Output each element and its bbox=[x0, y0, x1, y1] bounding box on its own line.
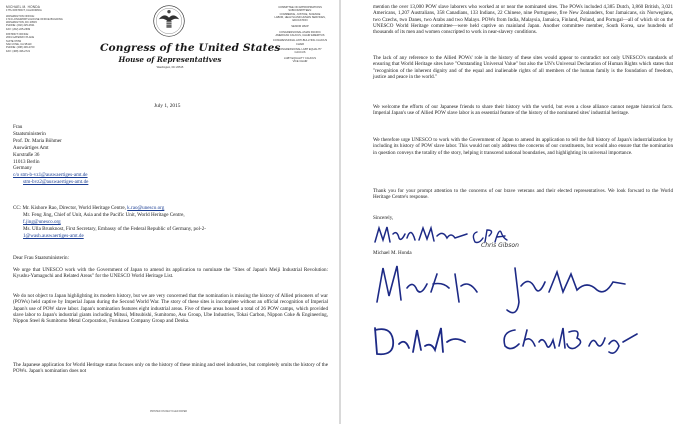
recipient-line: Germany bbox=[13, 165, 32, 172]
letterhead-left-line: MICHAEL M. HONDA bbox=[6, 5, 41, 9]
body-paragraph: mention the over 13,000 POW slave laborers who worked at or near the nominated sites. The POWs included 4,385 Dutch, 3,860 British, 3,021 Americans, 1,207 Australians, 358 Canadians, 133 Indians, 22 Chinese, nine Portuguese, five New Zealanders, four Jamaicans, six Norwegians, two Czechs, two Danes, two Arabs and two Malays. POWs from India, Malaysia, Jamaica, Finland, Poland, and Portugal—all of which sit on the UNESCO World Heritage committee—were held captive on mainland Japan. Another committee member, South Korea, saw hundreds of thousands of its men and women conscripted to work in near-slavery conditions. bbox=[373, 4, 673, 36]
signer-name: Michael M. Honda bbox=[373, 250, 412, 256]
letterhead-left-line: SUITE 670W bbox=[6, 39, 22, 43]
signature-4 bbox=[371, 322, 471, 358]
letterhead-right-line: COMMERCE, JUSTICE, SCIENCE bbox=[279, 12, 321, 16]
handwritten-note: Chris Gibson bbox=[481, 242, 519, 249]
recipient-email-link[interactable]: stm-bvz2@auswaertiges-amt.de bbox=[23, 179, 89, 186]
letterhead-right-line: CONGRESSIONAL LGBT EQUALITY bbox=[278, 47, 322, 51]
letterhead-left-line: WASHINGTON OFFICE: bbox=[6, 14, 35, 18]
letterhead-right-line: AMERICAN CAUCUS, CHAIR EMERITUS bbox=[275, 34, 325, 38]
letterhead-right-line: CHAIR bbox=[295, 42, 305, 46]
letter-date: July 1, 2015 bbox=[154, 103, 181, 109]
letterhead-house-title: House of Representatives bbox=[118, 55, 222, 64]
letterhead-congress-title: Congress of the United States bbox=[100, 42, 281, 54]
letterhead-left-line: PHONE: (202) 225-2631 bbox=[6, 24, 35, 28]
cc-email-link[interactable]: k.rao@unesco.org bbox=[127, 205, 165, 211]
recipient-line: Frau bbox=[13, 124, 23, 130]
letterhead-right-line: COMMITTEE ON APPROPRIATIONS bbox=[278, 6, 322, 9]
cc-email-link[interactable]: f.jing@unesco.org bbox=[23, 218, 61, 225]
body-paragraph: We therefore urge UNESCO to work with the Government of Japan to amend its application to tell the full history of Japan's industrialization by including its history of POW slave labor. This would not only address the concerns of our constituents, but would also ensure that the nomination in question conveys the totality of the story, helping it transcend national boundaries, and highlighting its universal importance. bbox=[373, 137, 673, 156]
letter-page-1 bbox=[0, 0, 339, 424]
letterhead-left-line: WASHINGTON, DC 20515 bbox=[6, 21, 37, 25]
letterhead-address: Washington, DC 20515 bbox=[156, 66, 184, 69]
signature-3 bbox=[501, 262, 631, 322]
letterhead-left-line: DISTRICT OFFICE: bbox=[6, 33, 29, 37]
letterhead-right-line: CONGRESSIONAL ASIAN PACIFIC bbox=[279, 30, 321, 34]
cc-line: CC: Mr. Kishore Rao, Director, World Heritage Centre, bbox=[13, 205, 126, 211]
letterhead-right-line: SUBCOMMITTEES: bbox=[288, 9, 312, 13]
signature-5 bbox=[497, 322, 647, 356]
letterhead-right-line: EDUCATION bbox=[292, 19, 308, 23]
recycled-paper-footer: PRINTED ON RECYCLED PAPER bbox=[150, 410, 188, 413]
letterhead-left-line: 17TH DISTRICT, CALIFORNIA bbox=[6, 9, 42, 13]
letterhead-right-line: LABOR, HEALTH AND HUMAN SERVICES, bbox=[274, 15, 326, 19]
recipient-line: Prof. Dr. Maria Böhmer bbox=[13, 137, 62, 144]
body-paragraph: The Japanese application for World Heritage status focuses only on the history of these mining and steel industries, but completely omits the history of the POWs. Japan's nomination does not bbox=[13, 362, 328, 375]
recipient-address bbox=[13, 124, 88, 186]
cc-email-link[interactable]: 1@wash.auswaertiges-amt.de bbox=[23, 232, 84, 239]
salutation: Dear Frau Staatsministerin: bbox=[13, 255, 70, 261]
body-paragraph: The lack of any reference to the Allied POWs' role in the history of these sites would appear to contradict not only UNESCO's standards of ensuring that World Heritage sites have "Outstanding Universal Value" but also the UN's Universal Declaration of Human Rights which states that "recognition of the inherent dignity and of the equal and inalienable rights of all members of the human family is the foundation of freedom, justice and peace in the world." bbox=[373, 55, 673, 80]
letterhead-left-line: FAX: (202) 225-2699 bbox=[6, 27, 31, 31]
recipient-line: 11013 Berlin bbox=[13, 158, 40, 165]
letterhead-right-line: VICE CHAIR bbox=[292, 59, 308, 63]
cc-block bbox=[13, 205, 206, 240]
recipient-line: Kurstraße 36 bbox=[13, 151, 40, 158]
body-paragraph: We urge that UNESCO work with the Government of Japan to amend its application to nominate the "Sites of Japan's Meiji Industrial Revolution: Kyushu-Yamaguchi and Related Areas" for the UNESCO World Heritage List. bbox=[13, 267, 328, 280]
signature-2 bbox=[373, 262, 483, 314]
letterhead-left-line: SAN JOSE, CA 95110 bbox=[6, 42, 32, 46]
letterhead-right-line: SENIOR WHIP bbox=[291, 25, 309, 29]
congressional-seal-icon bbox=[152, 4, 186, 38]
body-paragraph: We welcome the efforts of our Japanese friends to share their history with the world, but even a close alliance cannot negate historical facts. Imperial Japan's use of Allied POW slave labor is an essential feature of the history of the nominated sites' industrial heritage. bbox=[373, 104, 673, 117]
letterhead-left-block bbox=[6, 6, 66, 53]
recipient-email-link[interactable]: c/o stm-b-vz1@auswaertiges-amt.de bbox=[13, 172, 88, 179]
closing: Sincerely, bbox=[373, 215, 394, 221]
letterhead-left-line: 1713 LONGWORTH HOUSE OFFICE BUILDING bbox=[6, 17, 63, 21]
letterhead-left-line: 2001 GATEWAY PLACE bbox=[6, 36, 35, 40]
letterhead-right-line: LGBT EQUALITY CAUCUS bbox=[284, 56, 316, 60]
body-paragraph: We do not object to Japan highlighting its modern history, but we are very concerned that the nomination is missing the history of Allied prisoners of war (POWs) held captive by Imperial Japan during the Second World War. The story of these sites is incomplete without an official recognition of Imperial Japan's use of POW slave labor. Japan's nomination features eight industrial areas. Five of these areas housed a total of 26 POW camps, which provided slave labor to Japan's industrial giants including Mitsui, Mitsubishi, Sumitomo, Aso Group, Ube Industries, Tokai Carbon, Nippon Coke & Engineering, Nippon Steel & Sumitomo Metal Corporation, Furukawa Company Group and Denka. bbox=[13, 293, 328, 325]
letterhead-left-line: FAX: (408) 436-2721 bbox=[6, 49, 31, 53]
cc-line: Mr. Feng Jing, Chief of Unit, Asia and the Pacific Unit, World Heritage Centre, bbox=[23, 211, 185, 218]
letterhead-right-line: CAUCUS bbox=[294, 51, 306, 55]
recipient-line: Auswärtiges Amt bbox=[13, 144, 49, 151]
cc-line: Ms. Ulla Brunknost, First Secretary, Embassy of the Federal Republic of Germany, pol-2- bbox=[23, 225, 206, 232]
letterhead-right-line: CONGRESSIONAL ANTI-BULLYING CAUCUS bbox=[272, 39, 328, 43]
letterhead-right-block bbox=[265, 6, 335, 63]
body-paragraph: Thank you for your prompt attention to the concerns of our brave veterans and their elected representatives. We look forward to the World Heritage Centre's response. bbox=[373, 188, 673, 201]
recipient-line: Staatsministerin bbox=[13, 130, 46, 137]
letter-page-2 bbox=[341, 0, 680, 424]
letterhead-left-line: PHONE: (408) 436-2720 bbox=[6, 46, 35, 50]
